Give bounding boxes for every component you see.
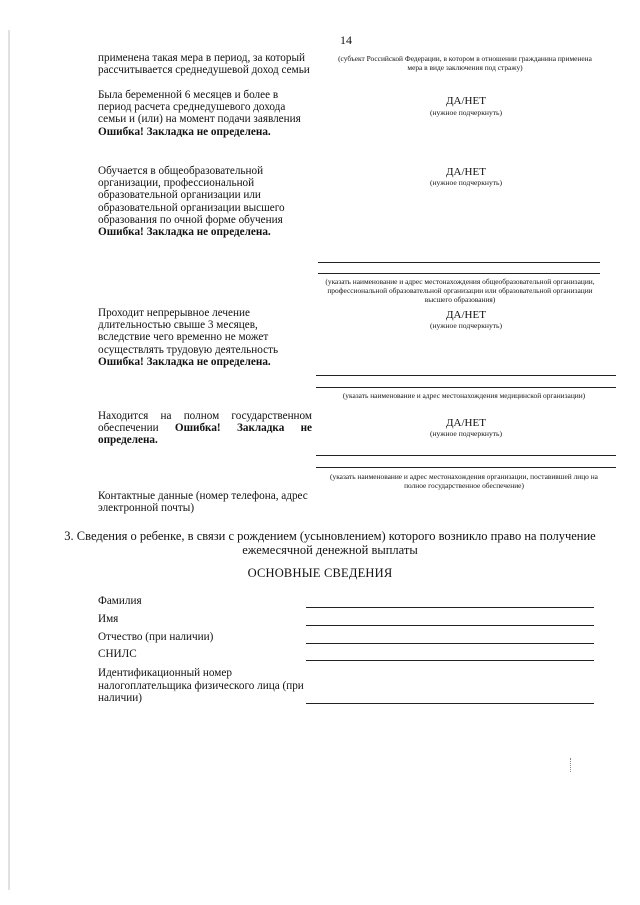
scan-dot-mark [570,758,573,772]
fill-line[interactable] [316,467,616,468]
state-support-note: (указать наименование и адрес местонахождения организации, поставившей лицо на полное государственное обеспечение) [330,472,598,490]
page-number: 14 [340,33,352,47]
yes-no-option[interactable]: ДА/НЕТ [446,95,486,107]
section3-title: 3. Сведения о ребенке, в связи с рождением (усыновлением) которого возникло право на получение ежемесячной денежной выплаты [64,529,596,557]
underline-hint: (нужное подчеркнуть) [429,108,503,117]
snils-field[interactable] [306,660,594,661]
medical-note: (указать наименование и адрес местонахождения медицинской организации) [342,391,586,400]
surname-label: Фамилия [98,595,142,607]
contacts-label: Контактные данные (номер телефона, адрес электронной почты) [98,490,308,515]
fill-line[interactable] [316,387,616,388]
bookmark-error: Ошибка! Закладка не определена. [98,125,271,138]
underline-hint: (нужное подчеркнуть) [429,321,503,330]
fill-line[interactable] [318,262,600,263]
block5-text: Находится на полном государственном обеспечении Ошибка! Закладка не определена. [98,410,312,447]
block1-text: применена такая мера в период, за который рассчитывается среднедушевой доход семьи [98,52,310,77]
inn-field[interactable] [306,703,594,704]
fill-line[interactable] [316,455,616,456]
underline-hint: (нужное подчеркнуть) [429,429,503,438]
yes-no-option[interactable]: ДА/НЕТ [446,417,486,429]
yes-no-option[interactable]: ДА/НЕТ [446,309,486,321]
scan-margin-mark [8,30,10,890]
education-note: (указать наименование и адрес местонахождения общеобразовательной организации, профессиональной образовательной организации или образовательной организации высшего образования) [325,277,595,304]
block4-text: Проходит непрерывное лечение длительностью свыше 3 месяцев, вследствие чего временно не может осуществлять трудовую деятельность Ошибка! Закладка не определена. [98,307,279,368]
subject-note: (субъект Российской Федерации, в котором в отношении гражданина применена мера в виде заключения под стражу) [338,54,592,72]
name-field[interactable] [306,625,594,626]
yes-no-option[interactable]: ДА/НЕТ [446,166,486,178]
bookmark-error: Ошибка! Закладка не определена. [98,422,312,447]
fill-line[interactable] [316,375,616,376]
snils-label: СНИЛС [98,648,137,660]
bookmark-error: Ошибка! Закладка не определена. [98,355,271,368]
surname-field[interactable] [306,607,594,608]
patronymic-field[interactable] [306,643,594,644]
patronymic-label: Отчество (при наличии) [98,631,214,643]
name-label: Имя [98,613,119,625]
block3-text: Обучается в общеобразовательной организации, профессиональной образовательной организации или образовательной организации высшего образования по очной форме обучения Ошибка! Закладка не определена. [98,165,285,239]
block2-text: Была беременной 6 месяцев и более в период расчета среднедушевого дохода семьи и (или) на момент подачи заявления Ошибка! Закладка не определена. [98,89,301,138]
inn-label: Идентификационный номер налогоплательщика физического лица (при наличии) [98,667,304,704]
fill-line[interactable] [318,273,600,274]
main-heading: ОСНОВНЫЕ СВЕДЕНИЯ [247,566,393,580]
underline-hint: (нужное подчеркнуть) [429,178,503,187]
bookmark-error: Ошибка! Закладка не определена. [98,226,271,239]
